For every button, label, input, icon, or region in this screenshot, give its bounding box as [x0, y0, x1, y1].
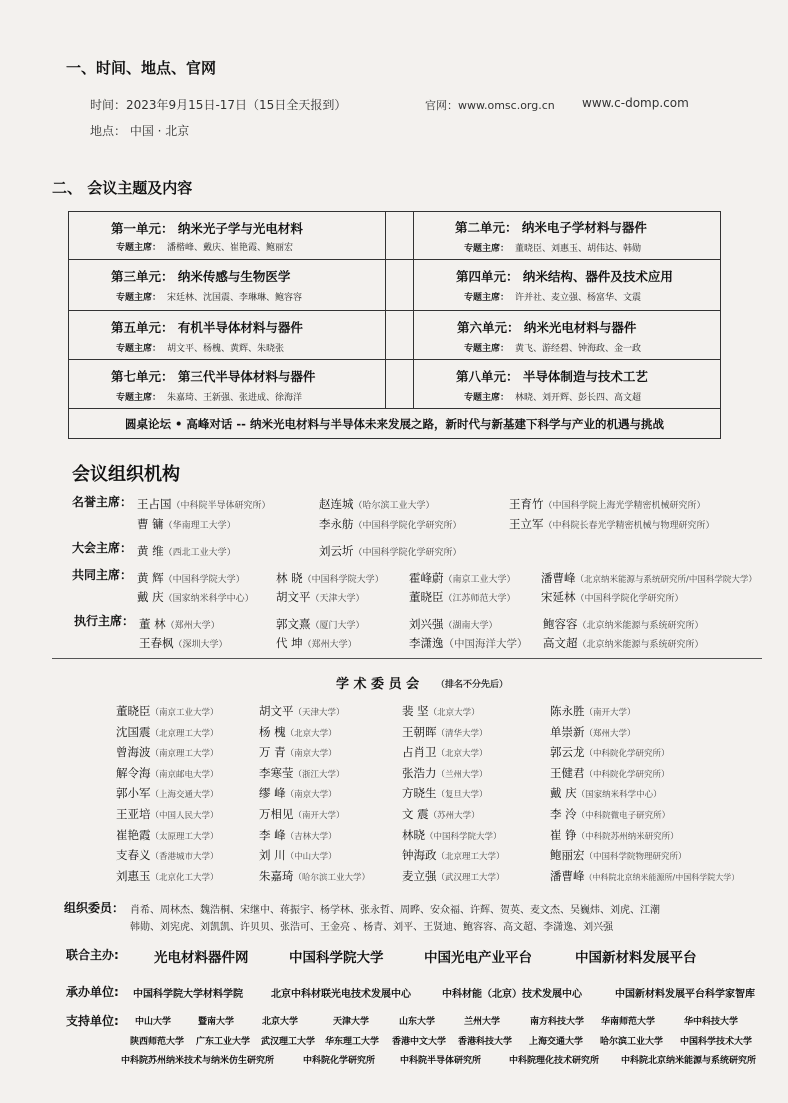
host-item: 中国新材料发展平台科学家智库 — [615, 989, 755, 1000]
person: 郭文熹（厦门大学） — [276, 617, 365, 631]
member-name: 王朝晖 — [402, 724, 437, 739]
committee-member — [116, 700, 219, 719]
committee-member — [550, 721, 636, 740]
member-name: 张浩力 — [402, 765, 437, 780]
committee-member — [550, 782, 662, 801]
member-name: 郭云龙 — [550, 745, 585, 760]
supporter-item: 武汉理工大学 — [261, 1037, 316, 1047]
member-aff: （中国人民大学） — [150, 811, 219, 821]
committee-member — [550, 741, 670, 760]
person: 宋延林（中国科学院化学研究所） — [541, 590, 684, 604]
person-aff: 南京工业大学 — [452, 575, 507, 585]
member-aff: （太原理工大学） — [150, 831, 219, 842]
person-name: 曹 镛 — [137, 517, 164, 531]
member-name: 戴 庆 — [550, 786, 577, 801]
member-aff: （北京理工大学） — [150, 728, 219, 739]
member-name: 李 泠 — [550, 807, 577, 821]
member-aff: （中科院化学研究所） — [584, 749, 670, 760]
committee-member — [402, 721, 488, 740]
member-name: 刘 川 — [259, 848, 286, 863]
member-name: 解令海 — [116, 765, 151, 780]
person-name: 李潇逸 — [409, 636, 444, 650]
supporter-item: 兰州大学 — [464, 1017, 501, 1027]
chair-label: 专题主席： — [464, 344, 510, 354]
unit-8-chairs — [464, 390, 641, 403]
member-name: 支春义 — [116, 848, 151, 863]
person-aff: 北京纳米能源与系统研究所 — [586, 621, 695, 631]
person: 王春枫（深圳大学） — [139, 636, 228, 650]
member-name: 方晓生 — [402, 786, 437, 801]
committee-member — [259, 762, 345, 781]
unit-6-chairs — [464, 341, 641, 354]
sponsors-label: 联合主办: — [66, 948, 119, 962]
committee-member — [259, 865, 370, 884]
exec-label: 执行主席： — [74, 614, 135, 628]
org-heading: 会议组织机构 — [72, 464, 180, 485]
chair-names: 潘楷峰、戴庆、崔艳霞、鲍丽宏 — [167, 243, 294, 253]
committee-member — [116, 741, 219, 760]
committee-member — [116, 824, 219, 843]
member-aff: （浙江大学） — [293, 769, 345, 780]
chair-names: 林晓、刘开辉、彭长四、高文超 — [515, 393, 642, 403]
member-name: 林晓 — [402, 827, 425, 842]
person: 刘兴强（湖南大学） — [409, 617, 498, 631]
member-aff: （中国科学院物理研究所） — [584, 852, 687, 863]
member-name: 王健君 — [550, 765, 585, 780]
person-aff: 中国科学院化学研究所 — [584, 594, 675, 604]
organizing-line2: 韩勋、刘宪虎、刘凯凯、许贝贝、张浩可、王金亮 、杨青、刘平、王贤迪、鲍容容、高文超、李潇逸、刘兴强 — [130, 922, 614, 933]
supporter-item: 哈尔滨工业大学 — [600, 1037, 664, 1047]
supporter-item: 暨南大学 — [198, 1017, 235, 1027]
person: 董晓臣（江苏师范大学） — [409, 590, 516, 604]
member-aff: （复旦大学） — [436, 790, 488, 801]
person-name: 宋延林 — [541, 590, 576, 604]
unit-3-title: 第三单元： 纳米传感与生物医学 — [111, 269, 291, 284]
committee-member — [116, 844, 219, 863]
supporter-item: 华东理工大学 — [325, 1037, 380, 1047]
member-aff: （北京大学） — [285, 728, 337, 739]
person-name: 郭文熹 — [276, 617, 311, 631]
person: 李永舫（中国科学院化学研究所） — [319, 517, 462, 531]
member-aff: （南京邮电大学） — [150, 769, 219, 780]
committee-member — [550, 803, 670, 822]
committee-member — [116, 782, 219, 801]
co-label: 共同主席： — [72, 568, 133, 582]
member-name: 李 峰 — [259, 827, 286, 842]
chair-names: 黄飞、游经碧、钟海政、金一政 — [515, 344, 642, 354]
chair-names: 胡文平、杨槐、黄辉、朱晓张 — [167, 344, 285, 354]
supporter-item: 上海交通大学 — [529, 1037, 584, 1047]
member-aff: （北京大学） — [428, 708, 480, 718]
person-aff: 深圳大学 — [182, 640, 219, 650]
person-name: 胡文平 — [276, 590, 311, 604]
host-item: 北京中科材联光电技术发展中心 — [271, 989, 411, 1000]
person-aff: 厦门大学 — [319, 621, 356, 631]
person-aff: 华南理工大学 — [172, 521, 227, 531]
committee-member — [259, 741, 337, 760]
member-aff: （武汉理工大学） — [436, 872, 505, 883]
person-aff: 中国科学院大学 — [172, 575, 236, 585]
committee-member — [550, 824, 679, 843]
member-aff: （南京大学） — [285, 749, 337, 760]
member-name: 王亚培 — [116, 807, 151, 821]
member-aff: （北京化工大学） — [150, 872, 219, 883]
person-name: 林 晓 — [276, 571, 303, 585]
host-item: 中科材能（北京）技术发展中心 — [442, 989, 582, 1000]
committee-member — [259, 803, 345, 822]
committee-member — [550, 700, 636, 719]
member-aff: （上海交通大学） — [150, 790, 219, 801]
unit-3-chairs — [116, 290, 302, 303]
member-name: 董晓臣 — [116, 704, 151, 718]
committee-member — [259, 782, 337, 801]
committee-member — [402, 762, 488, 781]
person-aff: 中国科学院大学 — [311, 575, 375, 585]
member-name: 李寒莹 — [259, 765, 294, 780]
person: 戴 庆（国家纳米科学中心） — [137, 590, 254, 604]
committee-member — [116, 803, 219, 822]
member-name: 陈永胜 — [550, 704, 585, 718]
member-aff: （香港城市大学） — [150, 852, 219, 863]
person-aff: 中科院长春光学精密机械与物理研究所 — [552, 521, 706, 531]
member-aff: （天津大学） — [293, 708, 345, 718]
chair-label: 专题主席： — [464, 293, 510, 303]
member-aff: （中科院微电子研究所） — [576, 811, 671, 821]
unit-1-title: 第一单元： 纳米光子学与光电材料 — [111, 221, 303, 236]
committee-member — [116, 762, 219, 781]
person-aff: 湖南大学 — [452, 621, 489, 631]
supporter-item: 中科院理化技术研究所 — [509, 1056, 600, 1066]
member-name: 朱嘉琦 — [259, 868, 294, 883]
committee-note: （排名不分先后） — [436, 680, 509, 690]
location-text: 地点： 中国 · 北京 — [90, 124, 190, 138]
person-aff: 中国海洋大学 — [454, 638, 517, 650]
person: 高文超（北京纳米能源与系统研究所） — [543, 636, 704, 650]
person: 刘云圻（中国科学院化学研究所） — [319, 544, 462, 558]
chair-label: 专题主席： — [116, 393, 162, 403]
organizing-label: 组织委员： — [64, 901, 125, 915]
committee-member — [402, 782, 488, 801]
committee-member — [402, 741, 488, 760]
supporter-item: 香港科技大学 — [458, 1037, 513, 1047]
unit-4-chairs — [464, 290, 641, 303]
sponsor-item: 中国光电产业平台 — [424, 950, 532, 966]
sponsor-item: 中国新材料发展平台 — [575, 950, 697, 966]
table-row-line — [68, 408, 721, 409]
organizing-line1: 肖希、周林杰、魏浩桐、宋继中、蒋振宇、杨学林、张永哲、周晔、安众福、许辉、贺英、麦文杰、吴巍炜、刘虎、江潮 — [130, 905, 660, 916]
member-aff: （苏州大学） — [428, 811, 480, 821]
member-name: 杨 槐 — [259, 724, 286, 739]
table-row-line — [68, 310, 721, 311]
committee-member — [402, 844, 505, 863]
person: 赵连城（哈尔滨工业大学） — [319, 497, 435, 511]
hosts-label: 承办单位: — [66, 985, 119, 999]
chair-names: 许并社、麦立强、杨富华、文震 — [515, 293, 642, 303]
member-name: 文 震 — [402, 807, 429, 821]
person: 林 晓（中国科学院大学） — [276, 571, 384, 585]
supporter-item: 中科院苏州纳米技术与纳米仿生研究所 — [121, 1056, 275, 1066]
supporter-item: 广东工业大学 — [196, 1037, 251, 1047]
committee-member — [259, 700, 345, 719]
person-aff: 中国科学院化学研究所 — [362, 548, 453, 558]
person: 潘曹峰（北京纳米能源与系统研究所/中国科学院大学） — [541, 571, 757, 585]
member-aff: （南京工业大学） — [150, 708, 219, 718]
person: 王立军（中科院长春光学精密机械与物理研究所） — [509, 517, 715, 531]
member-name: 刘惠玉 — [116, 868, 151, 883]
website-link[interactable]: 官网：www.omsc.org.cn — [425, 99, 555, 112]
person: 曹 镛（华南理工大学） — [137, 517, 236, 531]
person: 胡文平（天津大学） — [276, 590, 365, 604]
person-name: 王育竹 — [509, 497, 544, 511]
person-name: 王春枫 — [139, 636, 174, 650]
table-row-line — [68, 359, 721, 360]
supporter-item: 天津大学 — [333, 1017, 370, 1027]
sponsor-item: 中国科学院大学 — [289, 950, 384, 966]
person-name: 董晓臣 — [409, 590, 444, 604]
member-name: 曾海波 — [116, 745, 151, 760]
person-name: 王占国 — [137, 497, 172, 511]
section1-heading: 一、时间、地点、官网 — [66, 59, 217, 77]
person: 李潇逸（中国海洋大学） — [409, 636, 528, 650]
member-aff: （吉林大学） — [285, 831, 337, 842]
person-name: 潘曹峰 — [541, 571, 576, 585]
member-aff: （南开大学） — [293, 811, 345, 821]
member-name: 崔艳霞 — [116, 827, 151, 842]
member-aff: （兰州大学） — [436, 769, 488, 780]
committee-member — [402, 824, 502, 843]
person-aff: 西北工业大学 — [172, 548, 227, 558]
committee-member — [259, 721, 337, 740]
chair-label: 专题主席： — [464, 393, 510, 403]
committee-member — [550, 762, 670, 781]
host-item: 中国科学院大学材料学院 — [133, 989, 243, 1000]
member-name: 郭小军 — [116, 786, 151, 801]
person: 王育竹（中国科学院上海光学精密机械研究所） — [509, 497, 706, 511]
chair-names: 董晓臣、刘惠玉、胡伟达、韩勋 — [515, 244, 642, 254]
unit-2-title: 第二单元： 纳米电子学材料与器件 — [455, 220, 647, 235]
chair-label: 专题主席： — [116, 344, 162, 354]
person-name: 鲍容容 — [543, 617, 578, 631]
member-name: 缪 峰 — [259, 786, 286, 801]
website2-link[interactable]: www.c-domp.com — [582, 96, 689, 110]
table-row-line — [68, 259, 721, 260]
divider — [52, 658, 762, 659]
supporter-item: 中山大学 — [135, 1017, 172, 1027]
member-name: 麦立强 — [402, 868, 437, 883]
member-aff: （哈尔滨工业大学） — [293, 872, 371, 883]
member-name: 钟海政 — [402, 848, 437, 863]
member-aff: （北京理工大学） — [436, 852, 505, 863]
supporter-item: 陕西师范大学 — [130, 1037, 185, 1047]
person-aff: 中国科学院化学研究所 — [362, 521, 453, 531]
honorary-label: 名誉主席： — [72, 495, 133, 509]
committee-member — [402, 700, 480, 719]
person: 董 林（郑州大学） — [139, 617, 220, 631]
person: 霍峰蔚（南京工业大学） — [409, 571, 516, 585]
unit-7-title: 第七单元： 第三代半导体材料与器件 — [111, 369, 316, 384]
member-aff: （南开大学） — [584, 708, 636, 718]
person-aff: 国家纳米科学中心 — [172, 594, 245, 604]
committee-member — [402, 803, 480, 822]
member-aff: （中科院苏州纳米研究所） — [576, 831, 679, 842]
person-aff: 郑州大学 — [174, 621, 211, 631]
unit-5-title: 第五单元： 有机半导体材料与器件 — [111, 320, 303, 335]
person-aff: 天津大学 — [319, 594, 356, 604]
committee-member — [259, 844, 337, 863]
unit-4-title: 第四单元： 纳米结构、器件及技术应用 — [456, 269, 673, 284]
supporter-item: 香港中文大学 — [392, 1037, 447, 1047]
person-name: 黄 维 — [137, 544, 164, 558]
supporter-item: 中国科学技术大学 — [680, 1037, 753, 1047]
committee-member — [550, 865, 739, 884]
unit-2-chairs — [464, 241, 641, 254]
person-aff: 中国科学院上海光学精密机械研究所 — [552, 501, 697, 511]
unit-7-chairs — [116, 390, 302, 403]
section2-heading: 二、 会议主题及内容 — [52, 179, 193, 197]
member-aff: （中科院化学研究所） — [584, 769, 670, 780]
member-name: 单崇新 — [550, 724, 585, 739]
chair-names: 宋廷林、沈国震、李琳琳、鲍容容 — [167, 293, 303, 303]
member-aff: （清华大学） — [436, 728, 488, 739]
person: 黄 维（西北工业大学） — [137, 544, 236, 558]
chair-label: 专题主席： — [464, 244, 510, 254]
member-aff: （中国科学院大学） — [425, 831, 502, 842]
person-name: 代 坤 — [276, 636, 303, 650]
sponsor-item: 光电材料器件网 — [154, 950, 249, 966]
person-aff: 江苏师范大学 — [452, 594, 507, 604]
general-label: 大会主席： — [72, 541, 133, 555]
person-aff: 北京纳米能源与系统研究所/中国科学院大学 — [584, 575, 749, 585]
member-name: 鲍丽宏 — [550, 848, 585, 863]
supporter-item: 山东大学 — [399, 1017, 436, 1027]
member-aff: （中科院北京纳米能源所/中国科学院大学） — [584, 872, 740, 882]
supporters-label: 支持单位: — [66, 1014, 119, 1028]
forum-text: 圆桌论坛 • 高峰对话 -- 纳米光电材料与半导体未来发展之路，新时代与新基建下科学与产业的机遇与挑战 — [125, 417, 664, 431]
supporter-item: 华南师范大学 — [601, 1017, 656, 1027]
person-name: 王立军 — [509, 517, 544, 531]
time-text: 时间：2023年9月15日-17日（15日全天报到） — [90, 98, 347, 112]
chair-names: 朱嘉琦、王新强、张进成、徐海洋 — [167, 393, 303, 403]
member-aff: （南京理工大学） — [150, 749, 219, 760]
member-aff: （北京大学） — [436, 749, 488, 760]
person-name: 高文超 — [543, 636, 578, 650]
member-aff: （南京大学） — [285, 790, 337, 801]
member-name: 胡文平 — [259, 704, 294, 718]
member-name: 潘曹峰 — [550, 868, 585, 883]
committee-member — [402, 865, 505, 884]
person-name: 刘兴强 — [409, 617, 444, 631]
person-aff: 北京纳米能源与系统研究所 — [586, 640, 695, 650]
person-aff: 中科院半导体研究所 — [180, 501, 262, 511]
person-name: 霍峰蔚 — [409, 571, 444, 585]
member-aff: （国家纳米科学中心） — [576, 790, 662, 801]
member-name: 裴 坚 — [402, 704, 429, 718]
supporter-item: 中科院化学研究所 — [303, 1056, 376, 1066]
member-name: 崔 铮 — [550, 827, 577, 842]
member-name: 占肖卫 — [402, 745, 437, 760]
supporter-item: 北京大学 — [262, 1017, 299, 1027]
person-name: 董 林 — [139, 617, 166, 631]
supporter-item: 华中科技大学 — [684, 1017, 739, 1027]
member-aff: （郑州大学） — [584, 728, 636, 739]
member-name: 万相见 — [259, 807, 294, 821]
unit-1-chairs — [116, 240, 293, 253]
person: 代 坤（郑州大学） — [276, 636, 357, 650]
person: 鲍容容（北京纳米能源与系统研究所） — [543, 617, 704, 631]
committee-member — [550, 844, 687, 863]
committee-member — [116, 865, 219, 884]
committee-member — [259, 824, 337, 843]
member-aff: （中山大学） — [285, 852, 337, 863]
person-name: 黄 辉 — [137, 571, 164, 585]
supporter-item: 南方科技大学 — [530, 1017, 585, 1027]
supporter-item: 中科院半导体研究所 — [400, 1056, 482, 1066]
person: 黄 辉（中国科学院大学） — [137, 571, 245, 585]
person-aff: 郑州大学 — [311, 640, 348, 650]
supporter-item: 中科院北京纳米能源与系统研究所 — [621, 1056, 757, 1066]
person-aff: 哈尔滨工业大学 — [362, 501, 426, 511]
committee-member — [116, 721, 219, 740]
person-name: 刘云圻 — [319, 544, 354, 558]
unit-6-title: 第六单元： 纳米光电材料与器件 — [457, 320, 637, 335]
member-name: 沈国震 — [116, 724, 151, 739]
person-name: 李永舫 — [319, 517, 354, 531]
person-name: 戴 庆 — [137, 590, 164, 604]
person: 王占国（中科院半导体研究所） — [137, 497, 271, 511]
unit-8-title: 第八单元： 半导体制造与技术工艺 — [456, 369, 648, 384]
chair-label: 专题主席： — [116, 293, 162, 303]
member-name: 万 青 — [259, 745, 286, 760]
person-name: 赵连城 — [319, 497, 354, 511]
unit-5-chairs — [116, 341, 284, 354]
chair-label: 专题主席： — [116, 243, 162, 253]
committee-heading: 学 术 委 员 会 — [336, 677, 420, 692]
